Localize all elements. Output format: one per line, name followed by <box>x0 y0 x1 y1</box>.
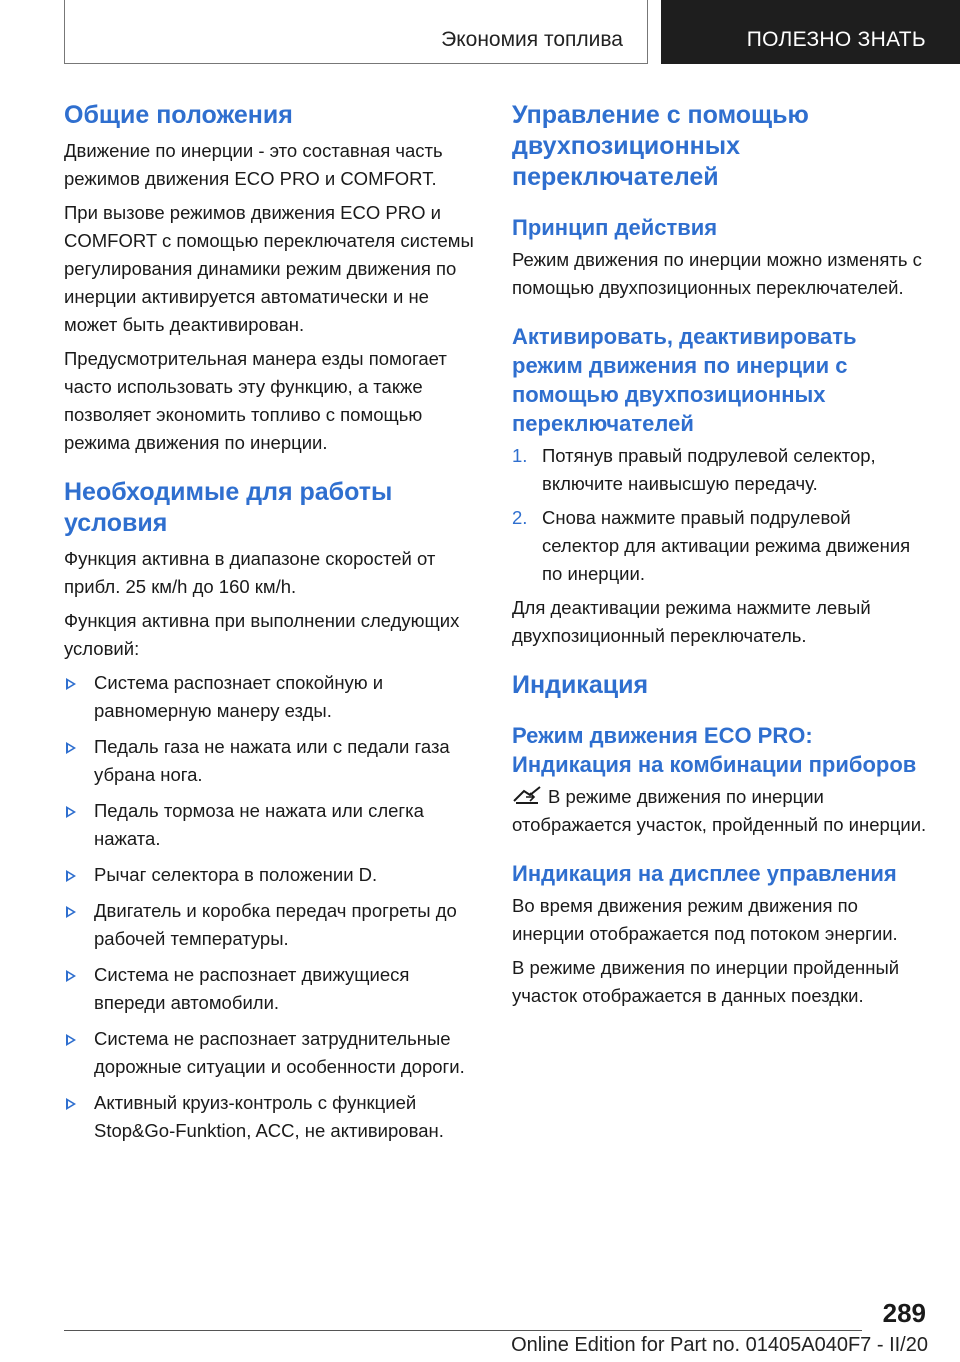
paragraph-principle: Режим движения по инерции можно изменять с помощью двухпозиционных переключателей. <box>512 249 922 298</box>
section-tab-label: ПОЛЕЗНО ЗНАТЬ <box>746 28 926 51</box>
step-number: 2. <box>512 507 528 528</box>
condition-text: Педаль газа не нажата или с педали газа убрана нога. <box>94 736 450 785</box>
condition-text: Система распознает спокойную и равномерную манеру езды. <box>94 672 384 721</box>
paragraph-eco-pro <box>512 783 928 839</box>
paragraph-conditions-intro: Функция активна при выполнении следующих условий: <box>64 610 460 659</box>
heading-indication: Индикация <box>512 671 649 699</box>
chapter-title: Экономия топлива <box>441 28 623 51</box>
page-number: 289 <box>882 1298 926 1328</box>
triangle-bullet-icon <box>66 1098 76 1110</box>
triangle-bullet-icon <box>66 870 76 882</box>
list-item <box>64 1025 480 1081</box>
step-number: 1. <box>512 445 528 466</box>
paragraph-deactivate: Для деактивации режима нажмите левый двухпозиционный переключатель. <box>512 597 871 646</box>
condition-text: Система не распознает движущиеся впереди автомобили. <box>94 964 410 1013</box>
triangle-bullet-icon <box>66 906 76 918</box>
step-text: Потянув правый подрулевой селектор, включите наивысшую передачу. <box>542 445 876 494</box>
heading-general: Общие положения <box>64 101 293 129</box>
header-chapter-box <box>64 0 648 64</box>
condition-text: Двигатель и коробка передач прогреты до рабочей температуры. <box>94 900 457 949</box>
paragraph-1: Движение по инерции - это составная часть режимов движения ECO PRO и COMFORT. <box>64 140 443 189</box>
left-column <box>64 100 480 1153</box>
condition-text: Рычаг селектора в положении D. <box>94 864 378 885</box>
triangle-bullet-icon <box>66 806 76 818</box>
footer-divider <box>64 1330 862 1331</box>
paragraph-3: Предусмотрительная манера езды помогает часто использовать эту функцию, а также позволяет экономить топливо с помощью режима движения по инерции. <box>64 348 447 453</box>
list-item <box>64 733 480 789</box>
paragraph-display-2: В режиме движения по инерции пройденный участок отображается в данных поездки. <box>512 957 900 1006</box>
coasting-indicator-icon <box>512 785 542 805</box>
triangle-bullet-icon <box>66 678 76 690</box>
heading-principle: Принцип действия <box>512 215 718 240</box>
paragraph-2: При вызове режимов движения ECO PRO и COMFORT с помощью переключателя системы регулирования динамики режим движения по инерции активируется автоматически и не может быть деактивирован. <box>64 202 474 335</box>
header-section-tab <box>661 0 960 64</box>
footer-edition: Online Edition for Part no. 01405A040F7 - II/20 <box>511 1334 928 1356</box>
paragraph-speed-range: Функция активна в диапазоне скоростей от прибл. 25 км/h до 160 км/h. <box>64 548 436 597</box>
list-item <box>512 442 928 498</box>
condition-text: Педаль тормоза не нажата или слегка нажата. <box>94 800 424 849</box>
list-item <box>64 897 480 953</box>
triangle-bullet-icon <box>66 970 76 982</box>
triangle-bullet-icon <box>66 742 76 754</box>
eco-pro-text: В режиме движения по инерции отображается участок, пройденный по инерции. <box>512 786 927 835</box>
heading-activate: Активировать, деактивировать режим движения по инерции с помощью двухпозиционных переключателей <box>512 324 857 436</box>
list-item <box>64 797 480 853</box>
heading-eco-pro: Режим движения ECO PRO: Индикация на комбинации приборов <box>512 723 917 777</box>
paragraph-display-1: Во время движения режим движения по инерции отображается под потоком энергии. <box>512 895 898 944</box>
heading-conditions: Необходимые для работы условия <box>64 478 393 537</box>
list-item <box>64 861 480 889</box>
steps-list <box>512 442 928 588</box>
triangle-bullet-icon <box>66 1034 76 1046</box>
list-item <box>512 504 928 588</box>
list-item <box>64 669 480 725</box>
list-item <box>64 961 480 1017</box>
condition-text: Активный круиз-контроль с функцией Stop&Go-Funktion, ACC, не активирован. <box>94 1092 444 1141</box>
step-text: Снова нажмите правый подрулевой селектор для активации режима движения по инерции. <box>542 507 911 584</box>
list-item <box>64 1089 480 1145</box>
conditions-list <box>64 669 480 1145</box>
heading-control: Управление с помощью двухпозиционных переключателей <box>512 101 809 191</box>
right-column <box>512 100 928 1016</box>
heading-display: Индикация на дисплее управления <box>512 861 897 886</box>
condition-text: Система не распознает затруднительные дорожные ситуации и особенности дороги. <box>94 1028 465 1077</box>
